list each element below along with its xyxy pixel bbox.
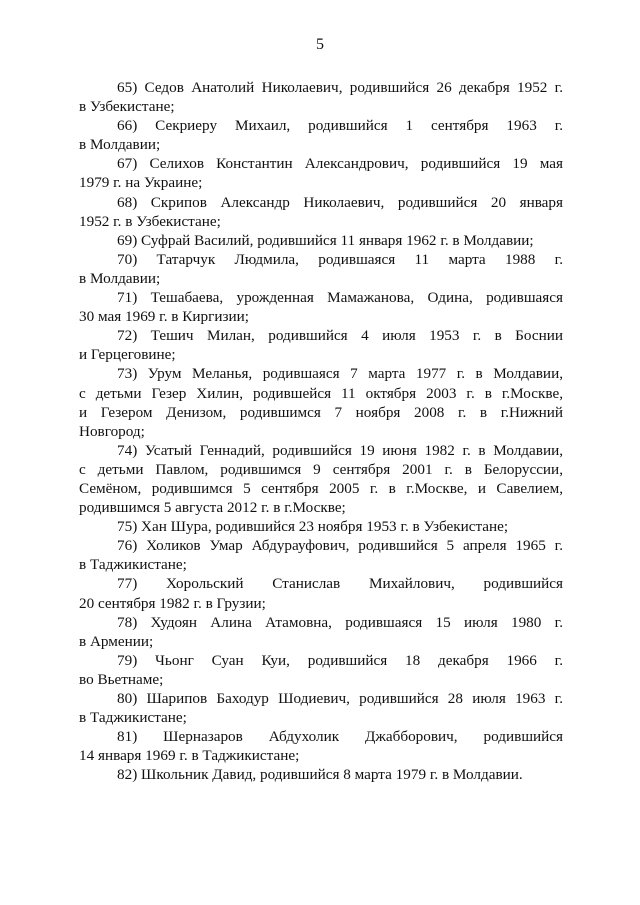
list-item-line: 1979 г. на Украине; [79, 174, 203, 192]
list-item [79, 651, 563, 689]
list-item [79, 116, 563, 154]
list-item-first-line: 80) Шарипов Баходур Шодиевич, родившийся 28 июля 1963 г. [117, 690, 563, 707]
list-item-first-line: 76) Холиков Умар Абдурауфович, родившийся 5 апреля 1965 г. [117, 537, 563, 555]
list-item-first-line: 67) Селихов Константин Александрович, родившийся 19 мая [117, 155, 563, 173]
list-item-first-line: 65) Седов Анатолий Николаевич, родившийся 26 декабря 1952 г. [117, 79, 563, 96]
list-item-line: во Вьетнаме; [79, 670, 164, 688]
list-item-line: 30 мая 1969 г. в Киргизии; [79, 308, 249, 326]
list-item-line: 14 января 1969 г. в Таджикистане; [79, 747, 300, 765]
list-item-line: в Армении; [79, 632, 154, 650]
list-item [79, 78, 563, 116]
list-item [79, 441, 563, 517]
list-item [79, 613, 563, 651]
list-item [79, 765, 563, 784]
list-item-first-line: 82) Школьник Давид, родившийся 8 марта 1979 г. в Молдавии. [117, 766, 523, 784]
list-item-first-line: 71) Тешабаева, урожденная Мамажанова, Одина, родившаяся [117, 289, 563, 307]
list-item-line: в Молдавии; [79, 269, 161, 287]
list-item [79, 574, 563, 612]
list-item-line: в Таджикистане; [79, 556, 187, 574]
list-item-first-line: 68) Скрипов Александр Николаевич, родившийся 20 января [117, 193, 563, 211]
list-item-line: 1952 г. в Узбекистане; [79, 212, 221, 230]
list-item [79, 517, 563, 536]
list-item-first-line: 77) Хорольский Станислав Михайлович, родившийся [117, 575, 563, 593]
list-item-first-line: 81) Шерназаров Абдухолик Джабборович, родившийся [117, 728, 563, 746]
list-item-first-line: 73) Урум Меланья, родившаяся 7 марта 1977 г. в Молдавии, [117, 365, 563, 383]
list-item [79, 250, 563, 288]
list-item-line: Новгород; [79, 422, 145, 440]
list-item-first-line: 70) Татарчук Людмила, родившаяся 11 марта 1988 г. [117, 250, 563, 268]
list-item-line: с детьми Гезер Хилин, родившейся 11 октября 2003 г. в г.Москве, [79, 384, 563, 402]
list-item [79, 536, 563, 574]
list-item-line: родившимся 5 августа 2012 г. в г.Москве; [79, 499, 346, 517]
list-item [79, 326, 563, 364]
list-item [79, 154, 563, 192]
list-item-first-line: 78) Худоян Алина Атамовна, родившаяся 15 июля 1980 г. [117, 613, 563, 631]
list-item-line: с детьми Павлом, родившимся 9 сентября 2001 г. в Белоруссии, [79, 460, 563, 478]
list-item-line: и Герцеговине; [79, 346, 176, 364]
list-item-line: Семёном, родившимся 5 сентября 2005 г. в г.Москве, и Савелием, [79, 479, 563, 497]
list-item-line: 20 сентября 1982 г. в Грузии; [79, 594, 266, 612]
list-item-first-line: 66) Секриеру Михаил, родившийся 1 сентября 1963 г. [117, 117, 563, 135]
list-item-first-line: 74) Усатый Геннадий, родившийся 19 июня 1982 г. в Молдавии, [117, 441, 563, 459]
document-body [79, 78, 563, 784]
list-item-line: в Таджикистане; [79, 709, 187, 727]
list-item [79, 193, 563, 231]
list-item [79, 231, 563, 250]
list-item [79, 364, 563, 440]
list-item [79, 689, 563, 727]
list-item-first-line: 69) Суфрай Василий, родившийся 11 января 1962 г. в Молдавии; [117, 231, 534, 249]
list-item-line: в Молдавии; [79, 136, 161, 154]
list-item-line: в Узбекистане; [79, 98, 175, 116]
list-item-line: и Гезером Денизом, родившимся 7 ноября 2008 г. в г.Нижний [79, 403, 563, 421]
page-number: 5 [316, 36, 324, 53]
list-item [79, 288, 563, 326]
list-item-first-line: 75) Хан Шура, родившийся 23 ноября 1953 г. в Узбекистане; [117, 518, 509, 536]
list-item [79, 727, 563, 765]
list-item-first-line: 79) Чьонг Суан Куи, родившийся 18 декабря 1966 г. [117, 651, 563, 669]
list-item-first-line: 72) Тешич Милан, родившийся 4 июля 1953 г. в Боснии [117, 327, 563, 345]
